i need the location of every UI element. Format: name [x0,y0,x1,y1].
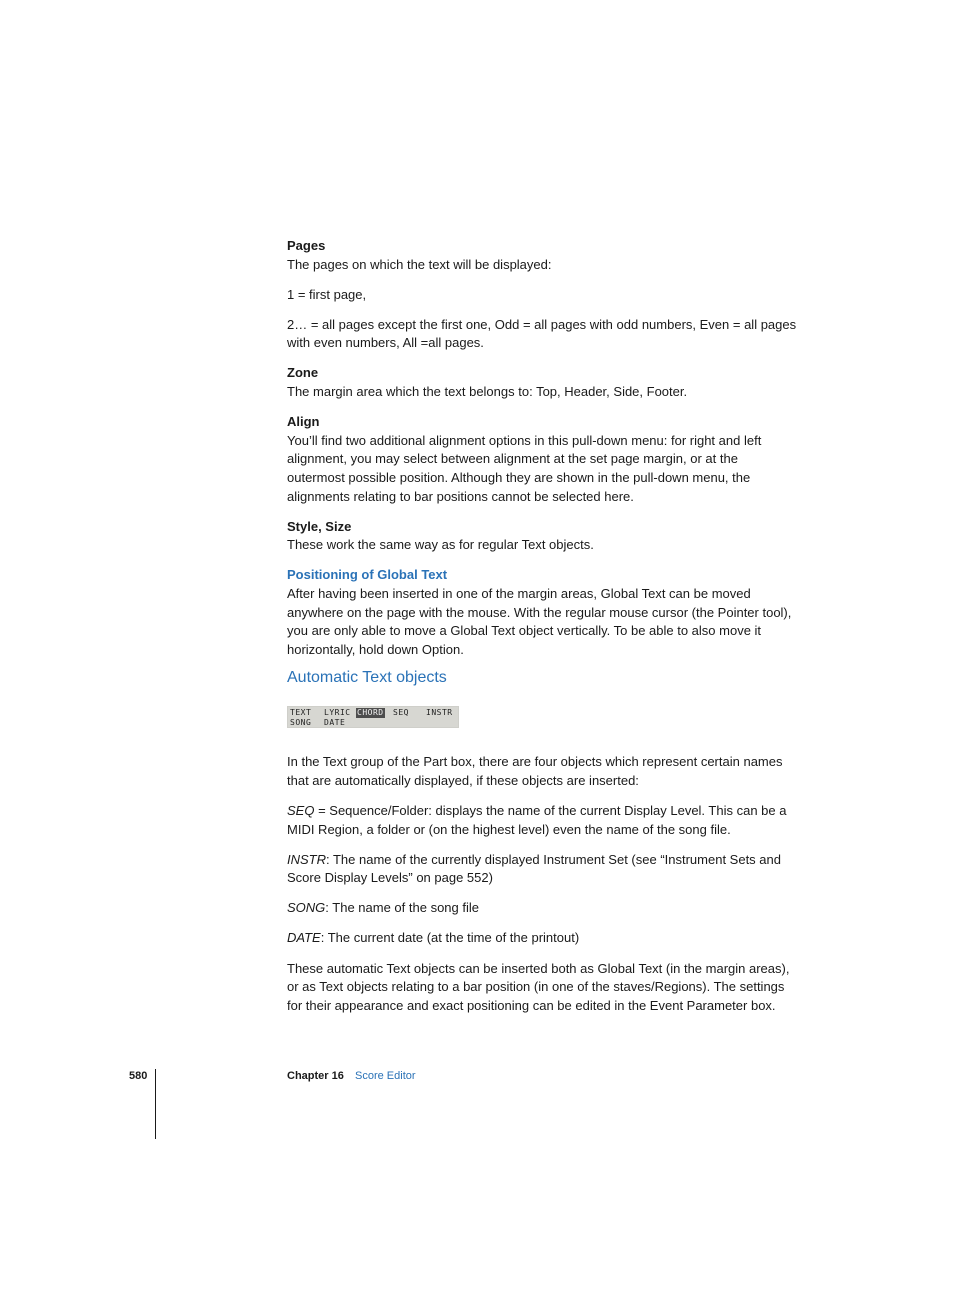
palette-item-song: SONG [290,718,312,728]
song-text: : The name of the song file [325,900,479,916]
text-group-image [287,706,797,728]
instr-text: : The name of the currently displayed Instrument Set (see “Instrument Sets and Score Display Levels” on page 552) [287,851,781,886]
song-term: SONG [287,900,326,916]
seq-text: = Sequence/Folder: displays the name of the current Display Level. This can be a MIDI Region, a folder or (on the highest level) even the name of the song file. [287,802,787,837]
positioning-description: After having been inserted in one of the margin areas, Global Text can be moved anywhere on the page with the mouse. With the regular mouse cursor (the Pointer tool), you are only able to move a Global Text object vertically. To be able to also move it horizontally, hold down Option. [287,585,792,657]
pages-first-page: 1 = first page, [287,286,367,302]
palette-item-chord: CHORD [357,708,384,718]
palette-item-text: TEXT [290,708,312,718]
automatic-text-heading: Automatic Text objects [287,669,447,687]
footer-divider [155,1069,156,1139]
style-section [287,518,797,555]
seq-term: SEQ [287,802,315,818]
text-objects-palette [287,706,459,728]
style-description: These work the same way as for regular Text objects. [287,537,594,553]
page-content [287,237,797,1015]
song-description [287,899,797,918]
palette-item-instr: INSTR [426,708,453,718]
pages-description: The pages on which the text will be displayed: [287,256,552,272]
align-section [287,413,797,506]
instr-term: INSTR [287,851,326,867]
chapter-title: Score Editor [355,1070,416,1082]
chapter-label: Chapter 16 [287,1070,344,1082]
seq-description [287,802,797,839]
zone-description: The margin area which the text belongs to: Top, Header, Side, Footer. [287,384,688,400]
zone-term: Zone [287,365,319,381]
pages-term: Pages [287,238,326,253]
page-number: 580 [129,1070,148,1082]
pages-section [287,237,797,353]
zone-section [287,364,797,401]
instr-description [287,851,797,888]
palette-item-seq: SEQ [393,708,409,718]
positioning-section [287,566,797,659]
pages-other-options: 2… = all pages except the first one, Odd = all pages with odd numbers, Even = all pages with even numbers, All =all pages. [287,316,797,351]
style-term: Style, Size [287,518,352,534]
palette-item-lyric: LYRIC [324,708,351,718]
automatic-closing: These automatic Text objects can be inserted both as Global Text (in the margin areas), or as Text objects relating to a bar position (in one of the staves/Regions). The settings for their appearance and exact positioning can be edited in the Event Parameter box. [287,960,790,1013]
align-description: You’ll find two additional alignment options in this pull-down menu: for right and left alignment, you may select between alignment at the set page margin, or at the outermost possible position. Although they are shown in the pull-down menu, the alignments relating to bar positions cannot be selected here. [287,432,762,504]
date-description [287,929,797,948]
positioning-heading: Positioning of Global Text [287,567,448,583]
align-term: Align [287,414,320,430]
date-text: : The current date (at the time of the printout) [320,930,580,946]
palette-item-date: DATE [324,718,346,728]
date-term: DATE [287,930,321,946]
automatic-intro: In the Text group of the Part box, there are four objects which represent certain names that are automatically displayed, if these objects are inserted: [287,754,783,788]
